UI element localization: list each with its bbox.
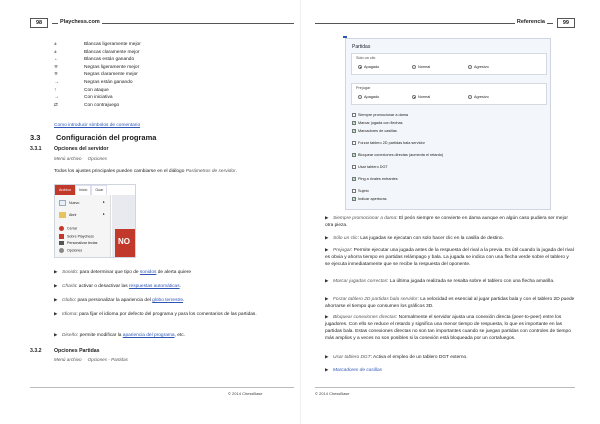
one-click-off-radio[interactable]: Apagado: [358, 65, 379, 69]
one-click-normal-radio[interactable]: Normal: [412, 65, 430, 69]
list-item: ▶ Marcar jugadas correctas: La última jugada realizada se resalta sobre el tablero con una flecha amarilla.: [325, 278, 555, 284]
sounds-link[interactable]: sonidos: [139, 270, 157, 275]
list-item: ▶ Bloquear conexiones directas: Normalmente el servidor ajusta una conexión directa (peer-to-peer) entre los jugadores. Con ello se reduce el retardo y significa una menor tiempo de respuesta, lo que es importante en las partidas bala. Estas conexiones directas no son tan importantes cuando se juegan partidas con controles de tiempo más amplios y a veces no son posibles si la conexión está bloqueada por un cortafuegos.: [325, 314, 571, 341]
gear-icon: [59, 248, 64, 253]
keyboard-icon: [59, 241, 64, 245]
premove-group: Prejugar Apagado Normal Agresivo: [351, 83, 547, 105]
bullet-icon: ▶: [54, 332, 58, 337]
appearance-link[interactable]: apariencia del programa: [122, 333, 175, 338]
bullet-icon: ▶: [54, 297, 58, 302]
list-item: ▶ Charla: activar o desactivar las respuestas automáticas.: [54, 283, 181, 289]
bullet-icon: ▶: [325, 367, 329, 372]
menu-path: Menú archivo Opciones - Partidas: [54, 357, 128, 362]
section-heading: 3.3 Configuración del programa: [30, 133, 157, 142]
list-item: ▶ Globo: para personalizar la apariencia del globo terrestre.: [54, 297, 185, 303]
page-number: 99: [557, 18, 575, 28]
tab-inicio[interactable]: Inicio: [75, 185, 91, 195]
bullet-icon: ▶: [54, 311, 58, 316]
one-click-aggressive-radio[interactable]: Agresivo: [468, 65, 489, 69]
left-header: [30, 18, 294, 29]
list-item: ∓ Negras claramente mejor: [54, 72, 138, 78]
list-item: ▶ Siempre promocionar a dama: El peón siempre se convierte en dama aunque en algún caso pudiera ser mejor otra pieza.: [325, 215, 568, 228]
bullet-icon: ▶: [325, 314, 329, 319]
square-markers-checkbox[interactable]: ✔ Marcadores de casillas: [353, 129, 397, 133]
footer: © 2014 ChessBase: [228, 391, 263, 396]
panel-title: Partidas: [352, 44, 371, 50]
list-item: ± Blancas ligeramente mejor: [54, 42, 141, 47]
right-header: [315, 18, 575, 29]
ping-opponents-checkbox[interactable]: ✔ Ping a rivales entrantes: [353, 177, 398, 181]
list-item: ▶ Diseño: permite modificar la apariencia del programa, etc.: [54, 332, 185, 338]
always-queen-checkbox[interactable]: Siempre promocionar a dama: [352, 113, 408, 117]
menu-item-cerrar[interactable]: Cerrar: [59, 226, 77, 231]
list-item: ▶ Prejugar: Permite ejecutar una jugada antes de la respuesta del rival a la previa. Es útil cuando la jugada del rival es obvia y ahorra tiempo en partidas relámpago y bala. La jugada se indica con una flecha verde sobre el tablero y se ejecuta inmediatamente que se recibe la respuesta del oponente.: [325, 247, 574, 267]
force-2d-board-checkbox[interactable]: Forzar tablero 2D partidas bala servidor: [352, 141, 425, 145]
settings-intro: Todos los ajustes principales pueden cambiarse en el diálogo Parámetros de servidor.: [54, 169, 237, 174]
subsection-heading: 3.3.1 Opciones del servidor: [30, 146, 109, 152]
chevron-right-icon: ▸: [103, 200, 105, 204]
list-item: ▶ Forzar tablero 2D partidas bala servidor: La velocidad es esencial al jugar partidas bala y con el tablero 2D puede ahorrarse el tiempo que consumen los gráficos 3D.: [325, 296, 575, 309]
file-menu: [55, 195, 111, 258]
chevron-right-icon: ▸: [103, 212, 105, 216]
list-item: ▶ Marcadores de casillas: [325, 367, 383, 373]
mark-move-arrows-checkbox[interactable]: ✔ Marcar jugada con flechas: [353, 121, 403, 125]
tab-archivo[interactable]: Archivo: [55, 185, 75, 195]
one-click-group: Sólo un clic Apagado Normal Agresivo: [351, 53, 547, 75]
bullet-icon: ▶: [325, 354, 329, 359]
dgt-board-checkbox[interactable]: Usar tablero DGT: [352, 165, 388, 169]
subsection-heading: 3.3.2 Opciones Partidas: [30, 348, 100, 354]
subject-checkbox[interactable]: Sujeto: [352, 189, 369, 193]
page-number: 98: [30, 18, 48, 28]
footer: © 2014 ChessBase: [315, 391, 350, 396]
games-options-panel: [345, 38, 551, 210]
running-header: Playchess.com: [60, 19, 100, 25]
intro-symbols-link[interactable]: Como introducir símbolos de comentario: [54, 123, 141, 128]
bullet-icon: ▶: [325, 247, 329, 252]
list-item: ▶ Sólo un clic: Las jugadas se ejecutan con solo hacer clic en la casilla de destino.: [325, 235, 504, 241]
list-item: ⇄ Con contrajuego: [54, 102, 120, 108]
symbol-list: [54, 42, 141, 110]
bullet-icon: ▶: [325, 278, 329, 283]
menu-item-nuevo[interactable]: Nuevo ▸: [59, 200, 79, 206]
side-banner: NO: [115, 229, 136, 257]
info-icon: [59, 234, 64, 239]
list-item: → Con iniciativa: [54, 95, 113, 101]
bullet-icon: ▶: [325, 235, 329, 240]
new-icon: [59, 200, 66, 206]
bullet-icon: ▶: [54, 283, 58, 288]
globe-link[interactable]: globo terrestre: [152, 298, 184, 303]
list-item: ↑ Con ataque: [54, 87, 109, 93]
list-item: → Negras están ganando: [54, 79, 133, 85]
folder-icon: [59, 212, 66, 218]
list-item: ▶ Usar tablero DGT: Activa el empleo de un tablero DGT externo.: [325, 354, 468, 360]
list-item: ∓ Negras ligeramente mejor: [54, 64, 140, 70]
running-header: Referencia: [516, 19, 545, 25]
right-page: [300, 0, 600, 424]
block-direct-connections-checkbox[interactable]: ✔ Bloquear conexiones directas (aumenta el retardo): [353, 153, 444, 157]
close-icon: [59, 226, 64, 231]
auto-replies-link[interactable]: respuestas automáticas: [128, 284, 180, 289]
app-menu-screenshot: [54, 184, 136, 258]
menu-path: Menú archivo Opciones: [54, 156, 107, 161]
list-item: ▶ Idioma: para fijar el idioma por defecto del programa y para los comentarios de las partidas.: [54, 311, 257, 317]
list-item: ± Blancas claramente mejor: [54, 49, 140, 55]
list-item: ▶ Sonido: para determinar que tipo de sonidos de alerta quiere: [54, 269, 192, 275]
menu-item-teclas[interactable]: Personalizar teclas: [59, 241, 97, 245]
premove-normal-radio[interactable]: Normal: [412, 95, 430, 99]
bullet-icon: ▶: [54, 269, 58, 274]
premove-aggressive-radio[interactable]: Agresivo: [468, 95, 489, 99]
bullet-icon: ▶: [325, 215, 329, 220]
list-item: ← Blancas están ganando: [54, 57, 135, 63]
menu-item-abrir[interactable]: Abrir ▸: [59, 212, 77, 218]
menu-item-opciones[interactable]: Opciones: [59, 248, 82, 253]
tab-guar[interactable]: Guar: [91, 185, 107, 195]
menu-item-sobre[interactable]: Sobre Playchess: [59, 234, 94, 239]
premove-off-radio[interactable]: Apagado: [358, 95, 379, 99]
show-openings-checkbox[interactable]: ✔ Indicar aperturas: [353, 197, 387, 201]
bullet-icon: ▶: [325, 296, 329, 301]
